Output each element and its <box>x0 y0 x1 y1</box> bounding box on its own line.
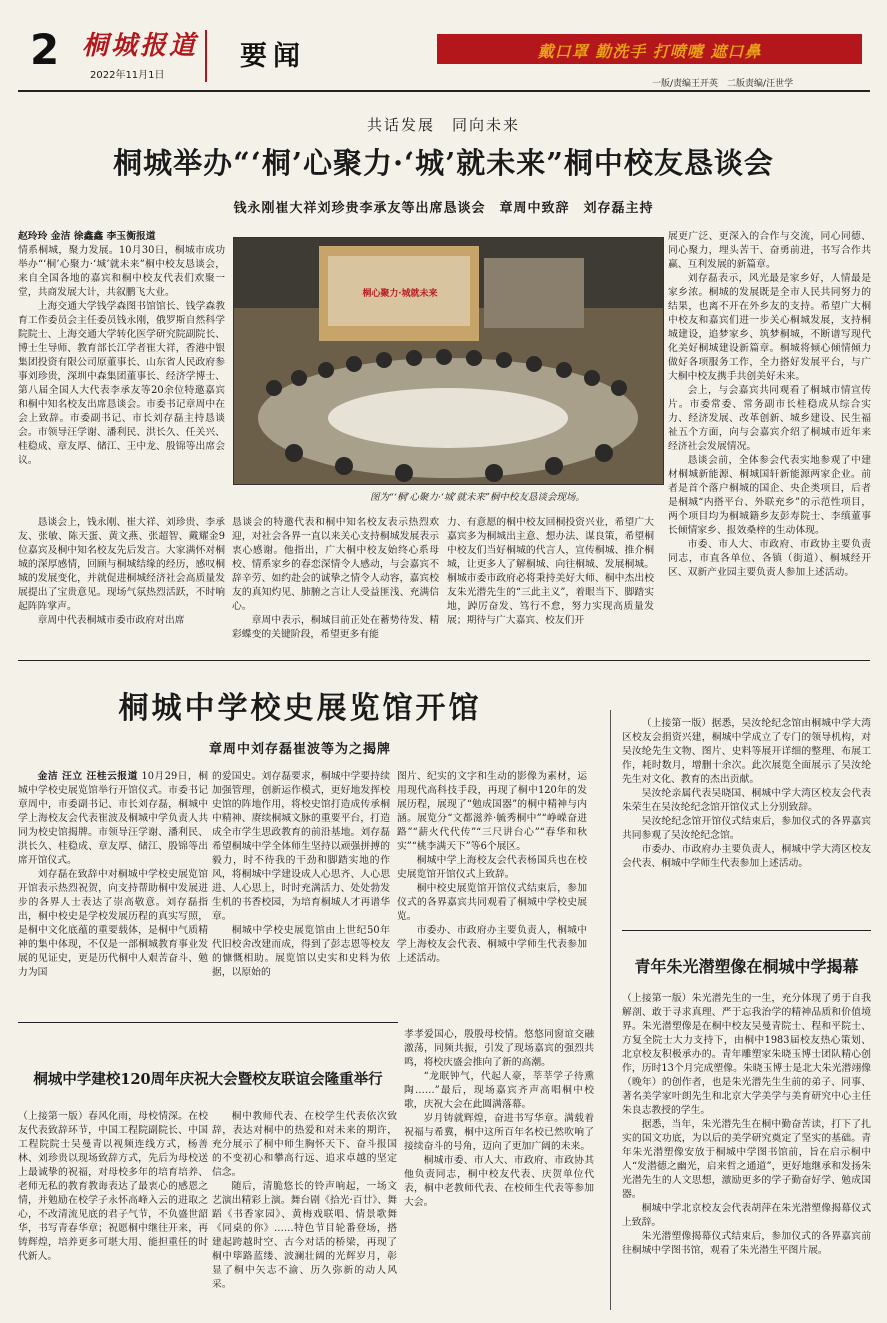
story2-column-c <box>397 770 587 1010</box>
story1-byline: 赵玲玲 金洁 徐鑫鑫 李玉衡报道 <box>18 231 156 242</box>
story1-column-b <box>18 516 225 652</box>
story4-headline: 桐城中学建校120周年庆祝大会暨校友联谊会隆重举行 <box>33 1071 383 1088</box>
slogan-banner <box>437 34 862 64</box>
story1-paragraph: 市委、市人大、市政府、市政协主要负责同志，市直各单位、各镇（街道）、桐城经开区、双新产业园主要负责人参加上述活动。 <box>668 539 871 578</box>
story2-subhead: 章周中刘存磊崔波等为之揭牌 <box>208 742 391 757</box>
masthead-rule <box>18 90 870 92</box>
slogan-text: 戴口罩 勤洗手 打喷嚏 遮口鼻 <box>537 42 762 61</box>
story2-column-a <box>18 770 208 1010</box>
story3-paragraph: 朱光潜塑像揭幕仪式结束后，参加仪式的各界嘉宾前往桐城中学图书馆，观看了朱光潜生平图片展。 <box>622 1231 871 1256</box>
story3-column <box>622 992 871 1313</box>
story2-paragraph: 刘存磊在致辞中对桐城中学校史展览馆开馆表示热烈祝贺，向支持帮助桐中发展进步的各界人士表达了崇高敬意。刘存磊指出，桐中校史是学校发展历程的真实写照，是桐中文化底蕴的重要载体，是桐中气质精神的集中体现，不仅是一部桐城教育事业发展的见证史，更是历代桐中人艰苦奋斗、勉力为国 <box>18 869 208 978</box>
story2-paragraph: 桐城中学校史展览馆由上世纪50年代旧校舍改建而成，得到了彭志恩等校友的慷慨相助。展览馆以史实和史料为依据，以原始的 <box>212 925 390 978</box>
story3-paragraph: 据悉，当年，朱光潜先生在桐中勤奋苦读，打下了扎实的国文功底，为以后的美学研究奠定了坚实的基础。青年朱光潜塑像安放于桐城中学图书馆前，旨在启示桐中人“发潜德之幽光，启来哲之通道”，更好地继承和发扬朱光潜先生的人文思想，激励更多的学子勤奋好学、勉成国器。 <box>622 1119 871 1200</box>
conference-room-illustration <box>234 238 663 484</box>
story4-paragraph: 桐城市委、市人大、市政府、市政协其他负责同志，桐中校友代表、庆贺单位代表，桐中老教师代表、在校师生代表等参加大会。 <box>404 1155 594 1208</box>
story1-paragraph: 恳谈会上，钱永刚、崔大祥、刘珍贵、李承友、张敏、陈天蛋、黄文燕、张超智、戴耀金9位嘉宾及桐中知名校友先后发言。大家满怀对桐城的深厚感情，回顾与桐城结缘的经历，感叹桐城的发展变化，并就促进桐城经济社会高质量发展提出了宝贵意见。现场气氛热烈活跃，不时响起阵阵掌声。 <box>18 517 225 612</box>
story1-kicker: 共话发展 同向未来 <box>366 116 520 134</box>
story4-column-a <box>18 1110 208 1313</box>
section-rule <box>18 660 870 661</box>
story2-paragraph: 吴汝纶亲属代表吴晓国、桐城中学大湾区校友会代表朱荣生在吴汝纶纪念馆开馆仪式上分别致辞。 <box>622 788 871 813</box>
story2-headline: 桐城中学校史展览馆开馆 <box>118 691 482 726</box>
story1-paragraph: 刘存磊表示，风光最是家乡好，人情最是家乡浓。桐城的发展既是全市人民共同努力的结果，也离不开在外乡友的支持。希望广大桐中校友和嘉宾们进一步关心桐城发展，支持桐城建设，追梦家乡、筑梦桐城，不断谱写现代化美好桐城建设新篇章。桐城将倾心倾情倾力做好各项服务工作，全力搭好发展平台，与广大桐中校友携手共创美好未来。 <box>668 273 871 382</box>
story2-column-b <box>212 770 390 1010</box>
story1-paragraph: 展更广泛、更深入的合作与交流，同心同德、同心聚力，埋头苦干、奋勇前进，书写合作共赢、互利发展的新篇章。 <box>668 231 871 270</box>
story4-paragraph: （上接第一版）春风化雨，母校情深。在校友代表致辞环节，中国工程院副院长、中国工程院院士吴曼青以视频连线方式，杨善林、刘珍贵以现场致辞方式，先后为母校送上最诚挚的祝福，对母校多年的培育培养、老师无私的教育教诲表达了最衷心的感恩之情，并勉励在校学子永怀高峰入云的进取之心，不改清流见底的君子气节，不负盛世韶华，书写青春华章；祝愿桐中继往开来，再铸辉煌，培养更多可堪大用、能担重任的时代新人。 <box>18 1111 208 1262</box>
story4-column-b <box>212 1110 397 1313</box>
paper-name-logo: 桐城报道 <box>82 31 199 61</box>
story1-headline: 桐城举办“‘桐’心聚力·‘城’就未来”桐中校友恳谈会 <box>113 146 774 180</box>
story1-paragraph: 章周中表示，桐城目前正处在蓄势待发、精彩蝶变的关键阶段，希望更多有能 <box>232 615 439 640</box>
section-title: 要闻 <box>240 41 306 72</box>
story2-paragraph: 市委办、市政府办主要负责人，桐城中学大湾区校友会代表、桐城中学师生代表参加上述活动。 <box>622 844 871 869</box>
page-number: 2 <box>30 25 60 74</box>
story2-paragraph: 吴汝纶纪念馆开馆仪式结束后，参加仪式的各界嘉宾共同参观了吴汝纶纪念馆。 <box>622 816 871 841</box>
story1-paragraph: 力、有意愿的桐中校友回桐投资兴业，希望广大嘉宾多为桐城出主意、想办法、谋良策，希望桐中校友们当好桐城的代言人，宣传桐城、推介桐城，让更多人了解桐城、向往桐城、发展桐城。桐城市委市政府必将秉持美好大师、桐中杰出校友朱光潜先生的“三此主义”，着眼当下、脚踏实地，踔厉奋发、笃行不怠，努力实现高质量发展；期待与广大嘉宾、校友们开 <box>447 517 654 626</box>
story1-subhead: 钱永刚崔大祥刘珍贵李承友等出席恳谈会 章周中致辞 刘存磊主持 <box>233 201 654 216</box>
story2-column-d <box>622 717 871 917</box>
column-divider <box>610 710 611 1310</box>
story1-paragraph: 情系桐城，聚力发展。10月30日，桐城市成功举办“‘桐’心聚力·‘城’就未来”桐中校友恳谈会，来自全国各地的嘉宾和桐中校友代表们欢聚一堂，共商发展大计，共叙鹏飞大业。 <box>18 245 225 298</box>
story4-paragraph: 桐中教师代表、在校学生代表依次致辞，表达对桐中的热爱和对未来的期许，充分展示了桐中师生胸怀天下、奋斗报国的不变初心和攀高行远、追求卓越的坚定信念。 <box>212 1111 397 1178</box>
editor-credits: 一版/责编王开英 二版责编/汪世学 <box>652 79 794 89</box>
story3-headline: 青年朱光潜塑像在桐城中学揭幕 <box>634 957 859 976</box>
story1-paragraph: 恳谈会前，全体参会代表实地参观了中建材桐城新能源、桐城国轩新能源两家企业。前者是首个落户桐城的国企、央企类项目，后者是桐城“内搭平台、外联充乡”的示范性项目，两个项目均为桐城籍乡友彭寿院士、李缜董事长倾情家乡、报效桑梓的生动体现。 <box>668 455 871 536</box>
story1-photo <box>233 237 664 485</box>
story4-paragraph: 随后，清脆悠长的铃声响起，一场文艺演出精彩上演。舞台剧《拾光·百廿》、舞蹈《书香家园》、黄梅戏联唱、情景歌舞《同桌的你》……特色节目轮番登场，搭建起跨越时空、古今对话的桥梁，再现了桐中筚路蓝缕、波澜壮阔的光辉岁月，彰显了桐中矢志不渝、历久弥新的动人风采。 <box>212 1181 397 1290</box>
story1-column-e <box>668 230 871 652</box>
story1-column-c <box>232 516 439 652</box>
story1-photo-caption: 图为“‘桐’心聚力·‘城’就未来”桐中校友恳谈会现场。 <box>370 492 585 503</box>
story2-paragraph: 市委办、市政府办主要负责人，桐城中学上海校友会代表、桐城中学师生代表参加上述活动。 <box>397 925 587 964</box>
story4-paragraph: “龙眠钟气，代起人豪，莘莘学子待熏陶……”最后，现场嘉宾齐声高唱桐中校歌，庆祝大会在此圆满落幕。 <box>404 1071 594 1110</box>
story3-top-rule <box>622 930 871 931</box>
story2-paragraph: 图片、纪实的文字和生动的影像为素材，运用现代高科技手段，再现了桐中120年的发展历程，展现了“勉成国器”的桐中精神与内涵。展览分“文都滋养·毓秀桐中”“峥嵘奋进路”“薪火代代传”“三尺讲台心”“春华和秋实”“桃李满天下”等6个展区。 <box>397 771 587 852</box>
story1-paragraph: 章周中代表桐城市委市政府对出席 <box>37 615 185 626</box>
story1-column-a <box>18 230 225 510</box>
story4-column-c <box>404 1028 594 1313</box>
issue-date: 2022年11月1日 <box>90 70 165 81</box>
story2-paragraph: 的爱国史。刘存磊要求，桐城中学要持续加强管理，创新运作模式，更好地发挥校史馆的阵地作用，将校史馆打造成传承桐中精神、赓续桐城文脉的重要平台，打造成全市学生思政教育的前沿基地。刘存磊希望桐城中学全体师生坚持以顽强拼搏的毅力，时不待我的干劲和脚踏实地的作风，将桐城中学建设成人心思齐、人心思进、人心思上，时时充满活力、处处勃发生机的书香校园，为培育桐城人才再谱华章。 <box>212 771 390 922</box>
story4-paragraph: 孝孝爱国心，殷殷母校情。悠悠同窗谊交融激荡，同频共振，引发了现场嘉宾的强烈共鸣，将校庆盛会推向了新的高潮。 <box>404 1029 594 1068</box>
story1-paragraph: 恳谈会的特邀代表和桐中知名校友表示热烈欢迎，对社会各界一直以来关心支持桐城发展表示衷心感谢。他指出，广大桐中校友始终心系母校、情系家乡的春恋深情令人感动，与会嘉宾不辞辛劳、如约赴会的诚挚之情令人动容，嘉宾校友的真知灼见、肺腑之言让人受益匪浅、充满信心。 <box>232 517 439 612</box>
story2-paragraph: 桐中校史展览馆开馆仪式结束后，参加仪式的各界嘉宾共同观看了桐城中学校史展览。 <box>397 883 587 922</box>
masthead <box>0 0 887 92</box>
story3-paragraph: 桐城中学北京校友会代表胡萍在朱光潜塑像揭幕仪式上致辞。 <box>622 1203 871 1228</box>
story2-byline: 金洁 汪立 汪桂云报道 <box>37 771 138 782</box>
story1-paragraph: 会上，与会嘉宾共同观看了桐城市情宣传片。市委常委、常务副市长桂稳成从综合实力、经济发展、改革创新、城乡建设、民生福祉五个方面，向与会嘉宾介绍了桐城市近年来经济社会发展情况。 <box>668 385 871 452</box>
story4-paragraph: 岁月铸就辉煌，奋进书写华章。满载着祝福与希冀，桐中这所百年名校已然吹响了接续奋斗的号角，迈向了更加广阔的未来。 <box>404 1113 594 1152</box>
masthead-divider <box>205 30 207 82</box>
story2-paragraph: 桐城中学上海校友会代表杨国兵也在校史展览馆开馆仪式上致辞。 <box>397 855 587 880</box>
story4-top-rule <box>18 1022 398 1023</box>
photo-banner-text: 桐心聚力·城就未来 <box>362 289 438 299</box>
story3-paragraph: （上接第一版）朱光潜先生的一生，充分体现了勇于自我解剖、敢于寻求真理、严于忘我治学的精神品质和价值境界。朱光潜塑像是在桐中校友吴曼青院士、程和平院士、方复全院士大力支持下，由桐中1983届校友热心策划、北京校友积极承办的。青年雕塑家朱晓玉博士团队精心创作，历时13个月完成塑像。朱晓玉博士是北大朱光潜翊像（晚年）的创作者，也是朱光潜先生生前的弟子、同事、著名美学家叶朗先生和北京大学美学与美育研究中心主任朱良志教授的学生。 <box>622 993 871 1116</box>
story2-paragraph: （上接第一版）据悉，吴汝纶纪念馆由桐城中学大湾区校友会捐资兴建，桐城中学成立了专门的领导机构，对吴汝纶先生文物、图片、史料等展开详细的整理、布展工作，耗时数月，增删十余次。此次展览全面展示了吴汝纶先生对文化、教育的杰出贡献。 <box>622 718 871 785</box>
story2-paragraph: 10月29日，桐城中学校史展览馆举行开馆仪式。市委书记章周中，市委副书记、市长刘存磊，桐城中学上海校友会代表崔波及桐城中学负责人共同为校史馆揭牌。市领导汪学谢、潘利民、洪长久、桂稳成、章友厚、储江、殷锦等出席开馆仪式。 <box>18 771 208 866</box>
story1-paragraph: 上海交通大学钱学森图书馆馆长、钱学森教育工作委员会主任委员钱永刚，俄罗斯自然科学院院士、上海交通大学转化医学研究院副院长、博士生导师、教育部长江学者崔大祥，香港中银集团投资有限公司原董事长、山东省人民政府参事刘珍贵，深圳中森集团董事长、经济学博士、第八届全国人大代表李承友等20余位特邀嘉宾和桐中知名校友出席恳谈会。市委书记章周中在会上致辞。市委副书记、市长刘存磊主持恳谈会。市领导汪学谢、潘利民、洪长久、任关兴、桂稳成、章友厚、储江、王中龙、殷锦等出席会议。 <box>18 301 225 466</box>
story1-column-d <box>447 516 654 652</box>
